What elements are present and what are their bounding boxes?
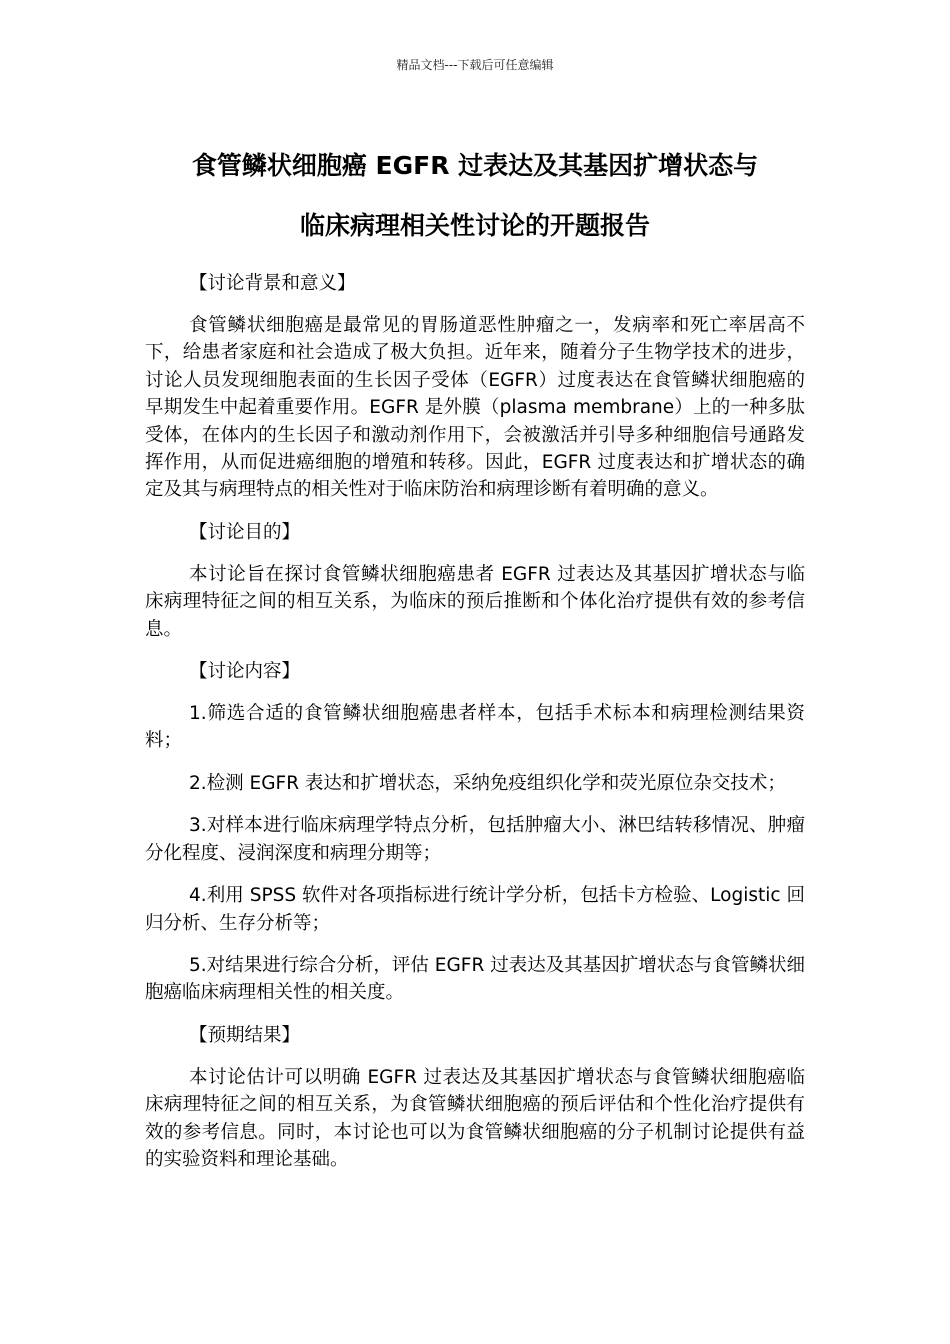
content-item-3: 3.对样本进行临床病理学特点分析，包括肿瘤大小、淋巴结转移情况、肿瘤分化程度、浸润深度和病理分期等； <box>145 815 805 864</box>
section-heading-content: 【讨论内容】 <box>189 661 301 683</box>
header-note: 精品文档---下载后可任意编辑 <box>396 58 554 72</box>
content-item-4: 4.利用 SPSS 软件对各项指标进行统计学分析，包括卡方检验、Logistic 回归分析、生存分析等； <box>145 885 805 934</box>
section-heading-expected: 【预期结果】 <box>189 1024 301 1046</box>
expected-paragraph: 本讨论估计可以明确 EGFR 过表达及其基因扩增状态与食管鳞状细胞癌临床病理特征之间的相互关系，为食管鳞状细胞癌的预后评估和个性化治疗提供有效的参考信息。同时，本讨论也可以为食管鳞状细胞癌的分子机制讨论提供有益的实验资料和理论基础。 <box>145 1066 805 1170</box>
background-paragraph: 食管鳞状细胞癌是最常见的胃肠道恶性肿瘤之一，发病率和死亡率居高不下，给患者家庭和社会造成了极大负担。近年来，随着分子生物学技术的进步，讨论人员发现细胞表面的生长因子受体（EGFR）过度表达在食管鳞状细胞癌的早期发生中起着重要作用。EGFR 是外膜（plasma membrane）上的一种多肽受体，在体内的生长因子和激动剂作用下，会被激活并引导多种细胞信号通路发挥作用，从而促进癌细胞的增殖和转移。因此，EGFR 过度表达和扩增状态的确定及其与病理特点的相关性对于临床防治和病理诊断有着明确的意义。 <box>145 315 805 501</box>
document-body <box>145 270 805 1188</box>
content-item-2: 2.检测 EGFR 表达和扩增状态，采纳免疫组织化学和荧光原位杂交技术； <box>189 772 786 794</box>
title-line-2: 临床病理相关性讨论的开题报告 <box>299 211 650 240</box>
title-line-1: 食管鳞状细胞癌 EGFR 过表达及其基因扩增状态与 <box>191 151 759 180</box>
purpose-paragraph: 本讨论旨在探讨食管鳞状细胞癌患者 EGFR 过表达及其基因扩增状态与临床病理特征之间的相互关系，为临床的预后推断和个体化治疗提供有效的参考信息。 <box>145 563 805 640</box>
section-heading-purpose: 【讨论目的】 <box>189 521 301 543</box>
section-heading-background: 【讨论背景和意义】 <box>189 273 356 294</box>
content-item-1: 1.筛选合适的食管鳞状细胞癌患者样本，包括手术标本和病理检测结果资料； <box>145 703 805 752</box>
document-title <box>110 136 840 256</box>
content-item-5: 5.对结果进行综合分析，评估 EGFR 过表达及其基因扩增状态与食管鳞状细胞癌临床病理相关性的相关度。 <box>145 954 805 1004</box>
